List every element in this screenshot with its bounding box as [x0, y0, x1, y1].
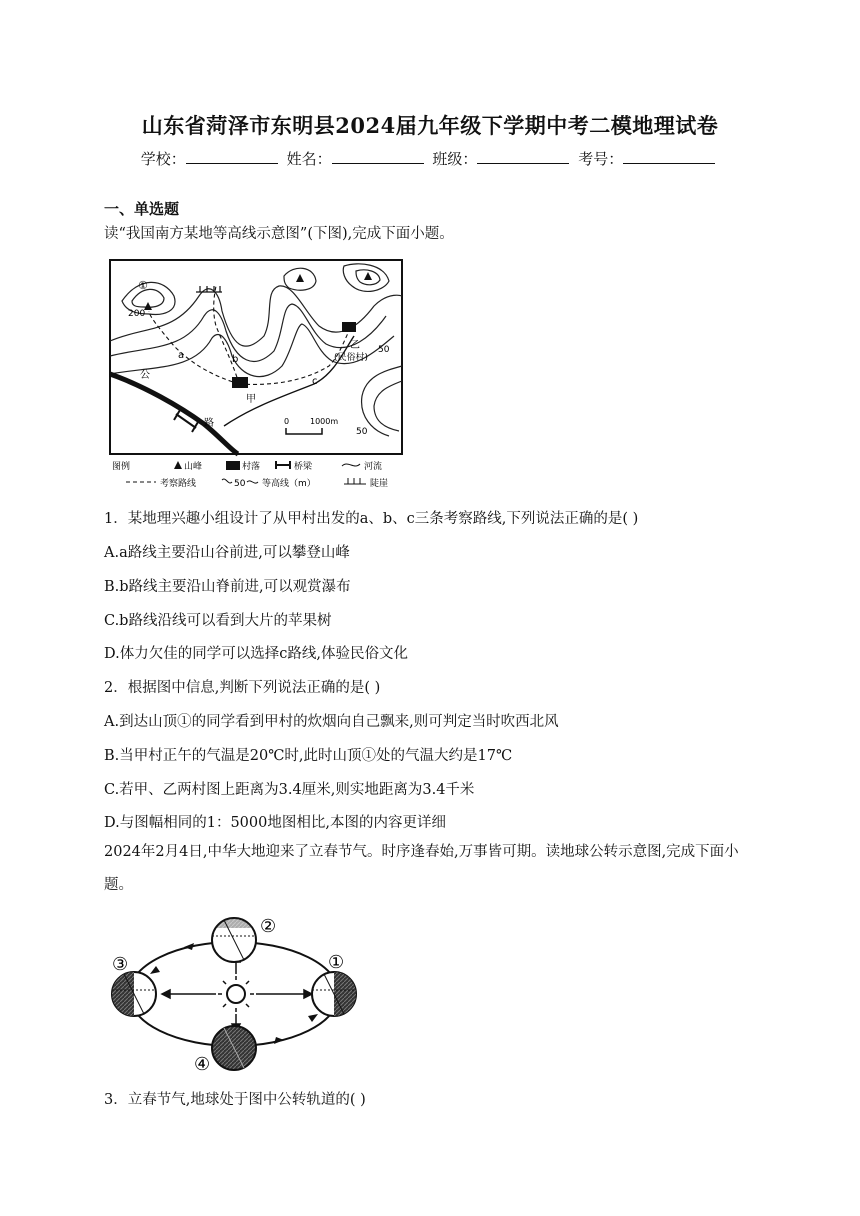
earth-position-1: [312, 972, 356, 1016]
earth-position-4: [212, 1026, 256, 1070]
svg-text:陡崖: 陡崖: [370, 479, 389, 489]
contour-map-figure: [104, 256, 408, 490]
exam-title: 山东省菏泽市东明县2024届九年级下学期中考二模地理试卷: [141, 113, 719, 138]
svg-text:桥梁: 桥梁: [294, 462, 313, 472]
question-2-stem: 2．根据图中信息,判断下列说法正确的是( ): [104, 680, 381, 696]
map-label-peak1: ①: [138, 279, 148, 292]
map-label-50b: 50: [356, 427, 368, 437]
earth-position-2: [212, 918, 256, 962]
orbit-label-1: ①: [328, 952, 345, 973]
sun-icon: [218, 976, 254, 1012]
map-label-yi: 乙: [350, 340, 360, 351]
svg-text:50: 50: [234, 479, 246, 489]
svg-text:村落: 村落: [242, 462, 261, 472]
school-blank[interactable]: [186, 149, 278, 164]
class-blank[interactable]: [477, 149, 569, 164]
scale-label-0: 0: [284, 417, 290, 426]
earth-position-3: [112, 972, 156, 1016]
svg-text:等高线（m）: 等高线（m）: [262, 479, 316, 489]
question-2-option-c[interactable]: C.若甲、乙两村图上距离为3.4厘米,则实地距离为3.4千米: [104, 782, 475, 798]
map-label-50a: 50: [378, 345, 390, 355]
exam-no-label: 考号：: [578, 150, 624, 168]
question-1-option-c[interactable]: C.b路线沿线可以看到大片的苹果树: [104, 613, 332, 629]
section-heading: 一、单选题: [104, 200, 180, 218]
question-1-option-a[interactable]: A.a路线主要沿山谷前进,可以攀登山峰: [104, 545, 350, 561]
class-label: 班级：: [432, 150, 478, 168]
map-label-route-c: c: [312, 376, 318, 387]
map-label-route-b: b: [232, 354, 239, 365]
question-2-option-a[interactable]: A.到达山顶①的同学看到甲村的炊烟向自己飘来,则可判定当时吹西北风: [104, 714, 559, 730]
svg-text:考察路线: 考察路线: [160, 479, 197, 489]
question-1-option-d[interactable]: D.体力欠佳的同学可以选择c路线,体验民俗文化: [104, 646, 408, 662]
orbit-label-3: ③: [112, 954, 129, 975]
scale-label-1000m: 1000m: [310, 417, 339, 426]
map-label-folk-village: (民俗村): [334, 353, 369, 363]
earth-orbit-figure: [104, 910, 364, 1074]
school-label: 学校：: [140, 150, 186, 168]
intro-text-1: 读“我国南方某地等高线示意图”(下图),完成下面小题。: [104, 226, 454, 242]
map-label-200: 200: [128, 309, 146, 319]
village-yi: [342, 322, 356, 332]
map-label-jia: 甲: [246, 394, 256, 405]
map-label-route-a: a: [178, 350, 185, 361]
exam-no-blank[interactable]: [623, 149, 715, 164]
question-3-stem: 3．立春节气,地球处于图中公转轨道的( ): [104, 1092, 366, 1108]
map-label-road-1: 公: [140, 370, 150, 381]
name-blank[interactable]: [332, 149, 424, 164]
orbit-label-4: ④: [194, 1054, 211, 1074]
question-2-option-b[interactable]: B.当甲村正午的气温是20℃时,此时山顶①处的气温大约是17℃: [104, 748, 513, 764]
question-1-option-b[interactable]: B.b路线主要沿山脊前进,可以观赏瀑布: [104, 579, 351, 595]
map-legend: [112, 460, 388, 489]
svg-text:河流: 河流: [364, 462, 383, 472]
question-1-stem: 1．某地理兴趣小组设计了从甲村出发的a、b、c三条考察路线,下列说法正确的是( ): [104, 511, 639, 527]
orbit-label-2: ②: [260, 916, 277, 937]
svg-text:山峰: 山峰: [184, 462, 203, 472]
svg-text:图例: 图例: [112, 462, 131, 472]
question-2-option-d[interactable]: D.与图幅相同的1：5000地图相比,本图的内容更详细: [104, 815, 446, 831]
village-jia: [232, 377, 248, 388]
name-label: 姓名：: [286, 150, 332, 168]
student-info-fields: [0, 148, 860, 169]
intro-text-2: 2024年2月4日,中华大地迎来了立春节气。时序逢春始,万事皆可期。读地球公转示意图,完成下面小题。: [104, 844, 739, 893]
map-label-road-2: 路: [204, 418, 214, 429]
